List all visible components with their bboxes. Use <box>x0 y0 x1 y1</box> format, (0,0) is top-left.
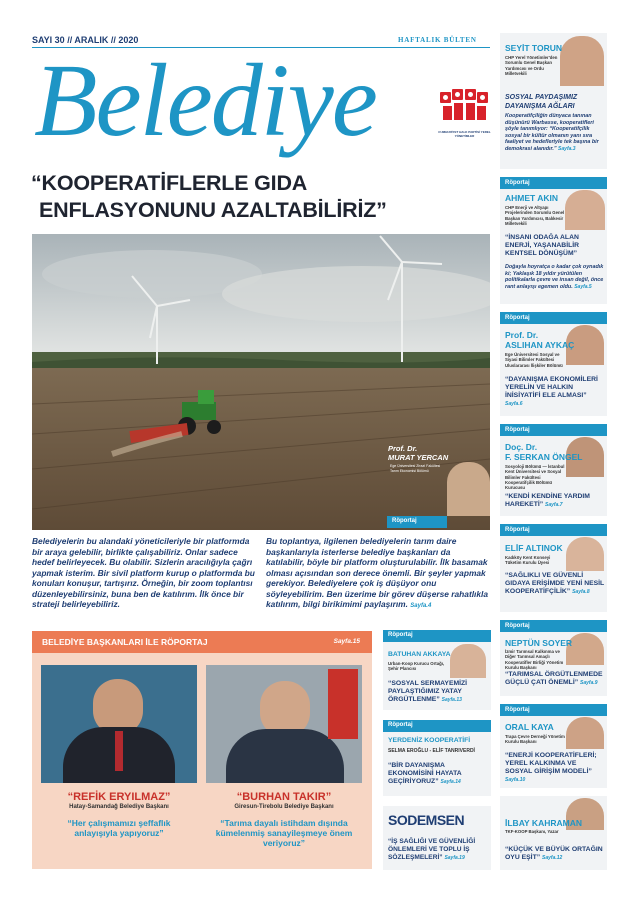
sidebar-item-5-tag: Röportaj <box>500 620 607 632</box>
middle-item-1-quote-text: “SOSYAL SERMAYEMİZİ PAYLAŞTIĞIMIZ YATAY ÖRGÜTLENME” <box>388 680 468 703</box>
sidebar-top-text-body: Kooperatifçiliğin dünyaca tanınan düşünürü Warbasse, kooperatifleri şöyle tanımlıyor: “Kooperatifçilik sosyal bir kültür olmanın yanı sıra faaliyet ve hedefleriyle tek başına bir demokrasi alanıdır.” <box>505 113 599 152</box>
sidebar-item-1-quote: “İNSANI ODAĞA ALAN ENERJİ, YAŞANABİLİR KENTSEL DÖNÜŞÜM” <box>505 234 580 257</box>
middle-item-1-quote <box>388 680 488 704</box>
sidebar-item-4-avatar <box>566 537 604 571</box>
sidebar-item-7-role: TKF-KOOP Başkanı, Yazar <box>505 829 559 834</box>
main-photo-person <box>447 462 490 516</box>
sidebar-item-3-quote <box>505 493 605 509</box>
sidebar-item-6-quote <box>505 752 605 784</box>
sidebar-item-1-tag: Röportaj <box>500 177 607 189</box>
mayor-2-quote: “Tarıma dayalı istihdam dışında kümelenmiş sanayileşmeye önem veriyoruz” <box>215 818 353 848</box>
middle-item-1-name: BATUHAN AKKAYA <box>388 651 451 658</box>
sidebar-item-1-page[interactable]: Sayfa.5 <box>574 283 592 290</box>
mayor-photo-1 <box>41 665 197 783</box>
middle-item-2-role: SELMA EROĞLU - ELİF TANRIVERDİ <box>388 748 475 754</box>
sidebar-item-2-page[interactable]: Sayfa.6 <box>505 401 523 407</box>
body-column-2-page[interactable]: Sayfa.4 <box>410 603 432 609</box>
sidebar-item-1-role: CHP Enerji ve Altyapı Projelerinden Sorumlu Genel Başkan Yardımcısı, Balıkesir Milletvekili <box>505 205 565 226</box>
sidebar-item-6-quote-text: “ENERJİ KOOPERATİFLERİ; YEREL KALKINMA VE SOSYAL GİRİŞİM MODELİ” <box>505 752 597 775</box>
sidebar-item-3-role: Sosyoloji Bölümü — İstanbul Kent Üniversitesi ve Sosyal Bilimler Fakültesi Kooperatifçilik Bölümü Kurucusu <box>505 464 565 491</box>
mayor-1-name: “REFİK ERYILMAZ” <box>67 791 171 803</box>
sidebar-item-5-name: NEPTÜN SOYER <box>505 638 573 648</box>
sidebar-item-5-quote-text: “TARIMSAL ÖRGÜTLENMEDE GÜÇLÜ ÇATI ÖNEMLİ” <box>505 671 603 686</box>
headline-line2: ENFLASYONUNU AZALTABİLİRİZ” <box>39 198 387 222</box>
body-column-2 <box>266 536 490 612</box>
headline <box>31 170 491 224</box>
sidebar-item-5-role: İzmir Tarımsal Kalkınma ve Diğer Tarımsal Amaçlı Kooperatifler Birliği Yönetim Kurulu Başkanı <box>505 649 564 670</box>
sidebar-top-name: SEYİT TORUN <box>505 43 562 53</box>
middle-item-3-quote-text: “İŞ SAĞLIĞI VE GÜVENLİĞİ ÖNLEMLERİ VE TOPLU İŞ SÖZLEŞMELERİ” <box>388 838 476 861</box>
sidebar-item-2-tag: Röportaj <box>500 312 607 324</box>
interviews-header-title: BELEDİYE BAŞKANLARI İLE RÖPORTAJ <box>42 637 208 647</box>
sidebar-item-6-avatar <box>566 717 604 749</box>
sidebar-item-2-name1: Prof. Dr. <box>505 330 539 340</box>
sidebar-item-4-tag: Röportaj <box>500 524 607 536</box>
sidebar-top-avatar <box>560 36 604 86</box>
main-photo-tag: Röportaj <box>387 516 447 528</box>
main-photo <box>32 234 490 530</box>
logo-caption: CUMHURİYET HALK PARTİSİ YEREL YÖNETİMLER <box>438 130 491 138</box>
sidebar-item-5-page[interactable]: Sayfa.9 <box>580 680 598 686</box>
sidebar-item-6-name: ORAL KAYA <box>505 722 554 732</box>
middle-item-2-page[interactable]: Sayfa.14 <box>440 779 461 785</box>
sidebar-item-2-quote-text: “DAYANIŞMA EKONOMİLERİ YERELİN VE HALKIN İNİSİYATİFİ ELE ALMASI” <box>505 376 598 399</box>
sidebar-item-7-quote <box>505 846 605 862</box>
interviews-header <box>32 631 372 653</box>
interviewee-name <box>388 444 448 462</box>
sidebar-item-2-name2: ASLIHAN AYKAÇ <box>505 340 575 350</box>
headline-line1: “KOOPERATİFLERLE GIDA <box>31 171 308 195</box>
sidebar-item-2-quote <box>505 376 605 408</box>
middle-item-2-name: YERDENİZ KOOPERATİFİ <box>388 737 471 744</box>
sidebar-item-7-name: İLBAY KAHRAMAN <box>505 818 582 828</box>
interviews-header-page[interactable]: Sayfa.15 <box>333 638 360 645</box>
sidebar-item-3-name2: F. SERKAN ÖNGEL <box>505 452 583 462</box>
sidebar-top-role: CHP Yerel Yönetimler'den Sorumlu Genel Başkan Yardımcısı ve Ordu Milletvekili <box>505 55 558 76</box>
middle-item-1-avatar <box>450 644 486 678</box>
sidebar-item-1-avatar <box>565 190 605 230</box>
middle-item-2-tag: Röportaj <box>383 720 491 732</box>
party-logo <box>438 88 491 136</box>
sidebar-item-3-name1: Doç. Dr. <box>505 442 538 452</box>
middle-item-3-quote <box>388 838 488 862</box>
middle-item-1-tag: Röportaj <box>383 630 491 642</box>
sidebar-item-6-role: Trapa Çevre Derneği Yönetim Kurulu Başkanı <box>505 734 565 745</box>
sidebar-item-1-text <box>505 264 605 290</box>
sidebar-item-4-role: Kadıköy Kent Konseyi Tüketim Kurulu Üyesi <box>505 555 551 566</box>
sidebar-item-4-page[interactable]: Sayfa.8 <box>572 589 590 595</box>
sidebar-item-7-page[interactable]: Sayfa.12 <box>542 855 563 861</box>
interviewee-fullname: MURAT YERCAN <box>388 453 449 462</box>
sidebar-item-1-text-body: Doğayla hoyratça o kadar çok oynadık ki; Yaklaşık 18 yıldır yürütülen politikalarla çevre ve insan değil, önce rant anlayışı egemen oldu. <box>505 264 604 290</box>
sidebar-item-3-page[interactable]: Sayfa.7 <box>545 502 563 508</box>
middle-item-2-quote-text: “BİR DAYANIŞMA EKONOMİSİNİ HAYATA GEÇİRİYORUZ” <box>388 762 462 785</box>
sidebar-item-6-tag: Röportaj <box>500 704 607 716</box>
sidebar-item-3-tag: Röportaj <box>500 424 607 436</box>
sidebar-item-1-name: AHMET AKIN <box>505 193 559 203</box>
sidebar-item-3-quote-text: “KENDİ KENDİNE YARDIM HAREKETİ” <box>505 493 590 508</box>
sidebar-item-4-name: ELİF ALTINOK <box>505 543 563 553</box>
middle-item-1-role: Urban-Koop Kurucu Ortağı, Şehir Plancısı <box>388 661 445 671</box>
middle-item-1-page[interactable]: Sayfa.13 <box>441 697 462 703</box>
interviewee-title: Prof. Dr. <box>388 444 418 453</box>
middle-item-2-quote <box>388 762 488 786</box>
mayor-2-role: Giresun-Tirebolu Belediye Başkanı <box>234 804 334 810</box>
mayor-1-quote: “Her çalışmamızı şeffaflık anlayışıyla yapıyoruz” <box>67 818 171 838</box>
sidebar-item-7-quote-text: “KÜÇÜK VE BÜYÜK ORTAĞIN OYU EŞİT” <box>505 846 603 861</box>
middle-item-3-page[interactable]: Sayfa.19 <box>444 855 465 861</box>
sodemsen-logo: SODEMSEN <box>388 812 465 828</box>
bulletin-label: HAFTALIK BÜLTEN <box>398 36 477 44</box>
sidebar-item-4-quote <box>505 572 605 596</box>
mayor-photo-2 <box>206 665 362 783</box>
masthead-title: Belediye <box>34 43 376 158</box>
issue-info: SAYI 30 // ARALIK // 2020 <box>32 35 139 45</box>
tractor-field-illustration <box>32 234 490 530</box>
sidebar-item-4-quote-text: “SAĞLIKLI VE GÜVENLİ GIDAYA ERİŞİMDE YENİ NESİL KOOPERATİFÇİLİK” <box>505 572 605 595</box>
body-column-1: Belediyelerin bu alandaki yöneticileriyle bir platformda bir araya gelebilir, birlikte çalışabiliriz. Onlar sadece hedef belirleyecek. Bu olabilir. Sizlerin aracılığıyla çağrı yapmak isterim. Bir sivil platform kurup o platformda bu konuları konuşur, tartışırız. Örneğin, bir zoom toplantısı düzenleyebilirsiniz, buna ben de katılırım. İlk önce bir strateji belirleyebiliriz. <box>32 536 255 609</box>
sidebar-top-text <box>505 113 605 153</box>
sidebar-item-2-role: Ege Üniversitesi Sosyal ve Siyasi Bilimler Fakültesi Uluslararası İlişkiler Bölümü <box>505 352 563 368</box>
sidebar-item-6-page[interactable]: Sayfa.10 <box>505 777 526 783</box>
body-column-2-text: Bu toplantıya, ilgilenen belediyelerin tarım daire başkanlarıyla isterlerse belediye başkanları da katılabilir, böyle bir platform oluşturulabilir. İlk basamak olması açısından son derece önemli. Bir şeyler yapmak gerekiyor. Belediyelere çok iş düşüyor onu söyleyebilirim. Ben üzerime bir görev düşerse rahatlıkla katılırım, bilgi birikimimi paylaşırım. <box>266 536 489 609</box>
sidebar-top-section: SOSYAL PAYDAŞIMIZ DAYANIŞMA AĞLARI <box>505 94 578 110</box>
mayor-1-role: Hatay-Samandağ Belediye Başkanı <box>69 804 169 810</box>
interviewee-role: Ege Üniversitesi Ziraat Fakültesi Tarım Ekonomisi Bölümü <box>390 464 441 473</box>
sidebar-item-5-quote <box>505 671 605 687</box>
sidebar-top-page[interactable]: Sayfa.3 <box>558 145 576 152</box>
mayor-2-name: “BURHAN TAKIR” <box>236 791 332 803</box>
